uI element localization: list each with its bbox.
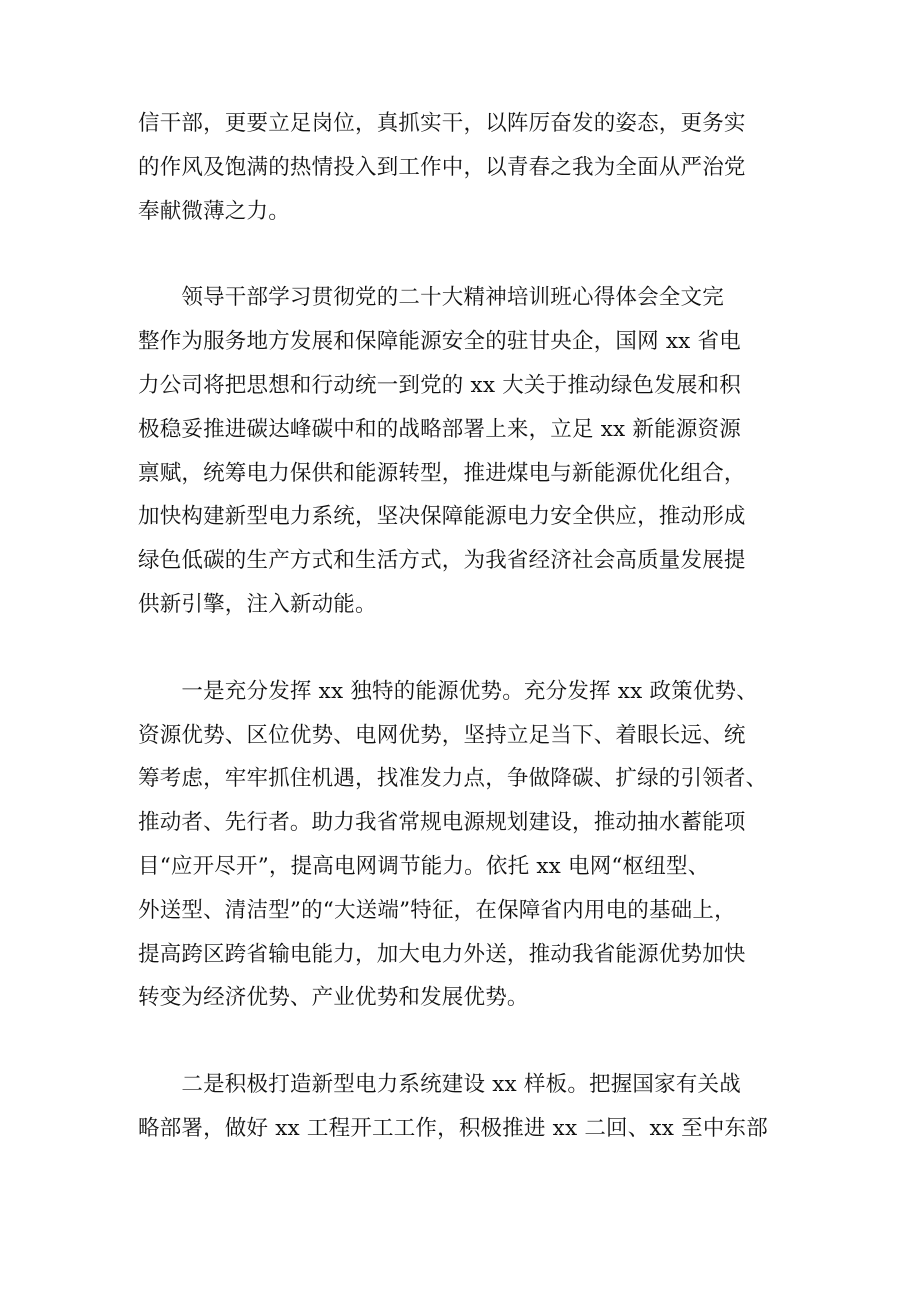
document-body <box>138 102 788 1151</box>
text-line: 转变为经济优势、产业优势和发展优势。 <box>138 985 529 1011</box>
text-line: 力公司将把思想和行动统一到党的 xx 大关于推动绿色发展和积 <box>138 372 741 398</box>
paragraph-2 <box>138 276 788 626</box>
text-line: 外送型、清洁型”的“大送端”特征，在保障省内用电的基础上， <box>138 897 736 923</box>
text-line: 筹考虑，牢牢抓住机遇，找准发力点，争做降碳、扩绿的引领者、 <box>138 766 768 792</box>
paragraph-4 <box>138 1063 788 1151</box>
text-line: 推动者、先行者。助力我省常规电源规划建设，推动抽水蓄能项 <box>138 810 746 836</box>
text-line: 提高跨区跨省输电能力，加大电力外送，推动我省能源优势加快 <box>138 941 746 967</box>
paragraph-gap <box>138 1020 788 1063</box>
text-line: 整作为服务地方发展和保障能源安全的驻甘央企，国网 xx 省电 <box>138 329 741 355</box>
text-line: 信干部，更要立足岗位，真抓实干，以阵厉奋发的姿态，更务实 <box>138 111 746 136</box>
paragraph-gap <box>138 233 788 276</box>
text-line: 领导干部学习贯彻党的二十大精神培训班心得体会全文完 <box>138 285 724 311</box>
text-line: 绿色低碳的生产方式和生活方式，为我省经济社会高质量发展提 <box>138 548 746 574</box>
paragraph-gap <box>138 627 788 670</box>
text-line: 略部署，做好 xx 工程开工工作，积极推进 xx 二回、xx 至中东部 <box>138 1115 768 1141</box>
text-line: 的作风及饱满的热情投入到工作中，以青春之我为全面从严治党 <box>138 154 746 180</box>
text-line: 极稳妥推进碳达峰碳中和的战略部署上来，立足 xx 新能源资源 <box>138 416 741 442</box>
paragraph-3 <box>138 670 788 1020</box>
paragraph-1 <box>138 102 788 233</box>
text-line: 一是充分发挥 xx 独特的能源优势。充分发挥 xx 政策优势、 <box>138 678 758 704</box>
text-line: 加快构建新型电力系统，坚决保障能源电力安全供应，推动形成 <box>138 504 746 530</box>
text-line: 资源优势、区位优势、电网优势，坚持立足当下、着眼长远、统 <box>138 722 746 748</box>
text-line: 二是积极打造新型电力系统建设 xx 样板。把握国家有关战 <box>138 1072 741 1098</box>
text-line: 供新引擎，注入新动能。 <box>138 591 377 617</box>
text-line: 目“应开尽开”，提高电网调节能力。依托 xx 电网“枢纽型、 <box>138 853 710 879</box>
text-line: 奉献微薄之力。 <box>138 198 290 224</box>
text-line: 禀赋，统筹电力保供和能源转型，推进煤电与新能源优化组合， <box>138 460 746 486</box>
